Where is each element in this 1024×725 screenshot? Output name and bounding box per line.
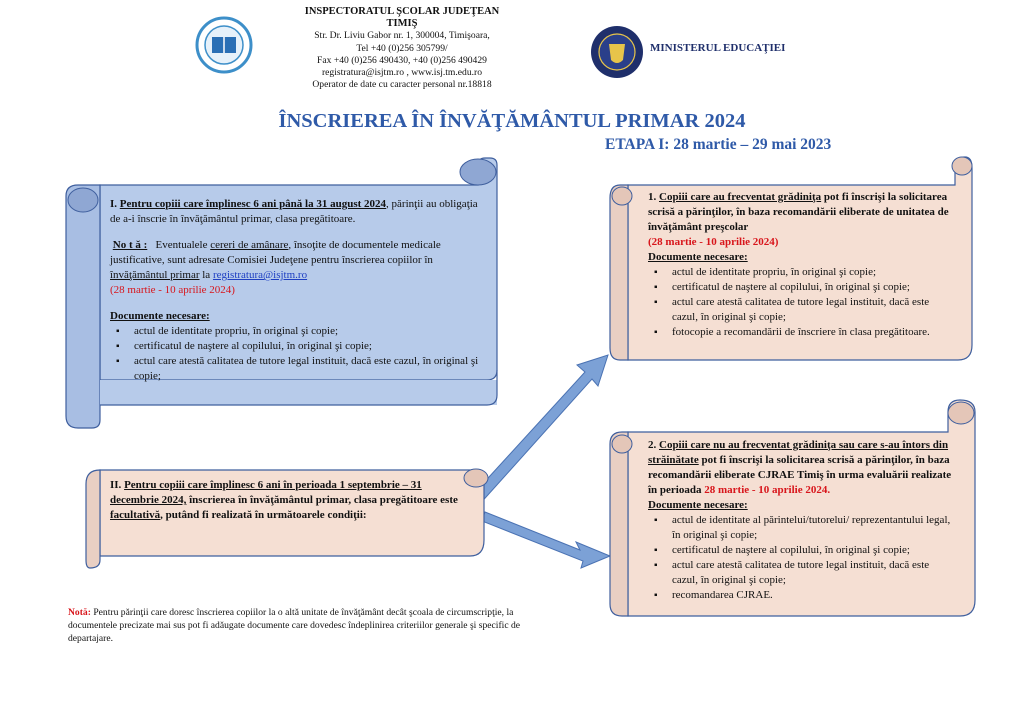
inspectorate-address: Str. Dr. Liviu Gabor nr. 1, 300004, Timişoara, [314,30,490,42]
box4-num: 2. [648,439,657,451]
inspectorate-name: INSPECTORATUL ŞCOLAR JUDEŢEAN [304,6,500,17]
list-item: ▪ actul care atestă calitatea de tutore legal instituit, dacă este cazul, în original şi copie; [134,354,490,384]
box1-dates: (28 martie - 10 aprilie 2024) [110,284,235,296]
box4-text: pot fi înscrişi la solicitarea scrisă a părinţilor, în baza recomandării eliberate CJRAE Timiş în urma evaluării realizate în perioada [648,454,952,496]
box4-dates: 28 martie - 10 aprilie 2024. [704,484,831,496]
list-item: ▪ actul de identitate propriu, în original şi copie; [672,265,953,280]
box2-heading: Pentru copiii care împlinesc 6 ani în perioada 1 septembrie – 31 decembrie 2024, [110,479,422,506]
box1-nota-la: la [202,269,211,281]
box-copii-pana-31-august: I. Pentru copiii care împlinesc 6 ani până la 31 august 2024, părinţii au obligaţia de a-i înscrie în învăţământul primar, clasa pregătitoare. No t ă : Eventualele cereri de amânare, însoţite de documentele medicale justificative, sunt adresate Comisiei Judeţene pentru înscrierea copiilor în învăţământul primar la registratura@isjtm.ro (28 martie - 10 aprilie 2024) Documente necesare: ▪ actul de identitate propriu, în original şi copie; ▪ certificatul de naştere al copilului, în original şi copie; ▪ actul care atestă calitatea de tutore legal instituit, dacă este cazul, în original şi copie; [110,197,490,384]
box2-num: II. [110,479,122,491]
list-item: ▪ certificatul de naştere al copilului, în original şi copie; [672,543,953,558]
box1-num: I. [110,198,118,210]
inspectorate-county: TIMIŞ [386,18,418,30]
box-copii-gradinita [648,190,953,340]
box2-text-post: , putând fi realizată în următoarele condiţii: [160,509,367,521]
page-title: ÎNSCRIEREA ÎN ÎNVĂŢĂMÂNTUL PRIMAR 2024 [278,110,746,132]
list-item: ▪ fotocopie a recomandării de înscriere în clasa pregătitoare. [672,325,953,340]
box1-nota-pre: Eventualele [155,239,208,251]
page-subtitle: ETAPA I: 28 martie – 29 mai 2023 [605,136,832,153]
box3-dates: (28 martie - 10 aprilie 2024) [648,236,779,248]
list-item: ▪ actul care atestă calitatea de tutore legal instituit, dacă este cazul, în original şi copie; [672,295,953,325]
inspectorate-emails: registratura@isjtm.ro , www.isj.tm.edu.ro [321,67,483,79]
box2-facultativa: facultativă [110,509,161,521]
box1-invatamant-primar: învăţământul primar [110,269,200,281]
list-item: ▪ recomandarea CJRAE. [672,588,953,603]
box1-nota-label: No t ă : [112,239,148,251]
box1-cereri-amanare: cereri de amânare [210,239,289,251]
inspectorate-phone: Tel +40 (0)256 305799/ [356,42,448,54]
note-label: Notă: [68,607,91,618]
list-item: ▪ actul de identitate al părintelui/tutorelui/ reprezentantului legal, în original şi copie; [672,513,953,543]
box4-heading: Copiii care nu au frecventat grădiniţa sau care s-au întors din străinătate [648,439,949,466]
box1-docs-list [110,324,490,384]
list-item: ▪ actul care atestă calitatea de tutore legal instituit, dacă este cazul, în original şi copie; [672,558,953,588]
box3-heading: Copiii care au frecventat grădiniţa [659,191,822,203]
box1-docs-label: Documente necesare: [110,310,210,322]
list-item: ▪ actul de identitate propriu, în original şi copie; [134,324,490,339]
box3-text: pot fi înscrişi la solicitarea scrisă a părinţilor, în baza recomandării eliberate de unitatea de învăţământ preşcolar [648,191,949,233]
note-text: Pentru părinţii care doresc înscrierea copiilor la o altă unitate de învăţământ decât şcoala de circumscripţie, la documentele precizate mai sus pot fi adăugate documente care dovedesc îndeplinirea criteriilor generale şi specific de departajare. [68,607,521,644]
box-copii-sept-dec [110,478,470,523]
registratura-email-link[interactable]: registratura@isjtm.ro [212,269,308,281]
box1-heading: Pentru copiii care împlinesc 6 ani până la 31 august 2024 [119,198,387,210]
list-item: ▪ certificatul de naştere al copilului, în original şi copie; [134,339,490,354]
box3-docs-list [648,265,953,340]
inspectorate-operator: Operator de date cu caracter personal nr.18818 [312,79,492,91]
inspectorate-logo [197,18,251,72]
ministry-name: MINISTERUL EDUCAŢIEI [650,42,786,54]
box2-text-pre: înscrierea în învăţământul primar, clasa pregătitoare este [189,494,458,506]
arrow-to-box4 [482,512,610,568]
box4-docs-label: Documente necesare: [648,499,748,511]
box-copii-fara-gradinita [648,438,953,603]
box1-text: părinţii au obligaţia de a-i înscrie în învăţământul primar, clasa pregătitoare. [110,198,478,225]
box4-docs-list [648,513,953,603]
list-item: ▪ certificatul de naştere al copilului, în original şi copie; [672,280,953,295]
government-seal [591,26,643,78]
inspectorate-fax: Fax +40 (0)256 490430, +40 (0)256 490429 [317,54,487,66]
inspectorate-header [282,6,522,91]
footer-note [68,606,538,645]
box1-nota-mid: , însoţite de documentele medicale justificative, sunt adresate Comisiei Judeţene pentru înscrierea copiilor în [110,239,441,266]
box3-docs-label: Documente necesare: [648,251,748,263]
box3-num: 1. [648,191,657,203]
